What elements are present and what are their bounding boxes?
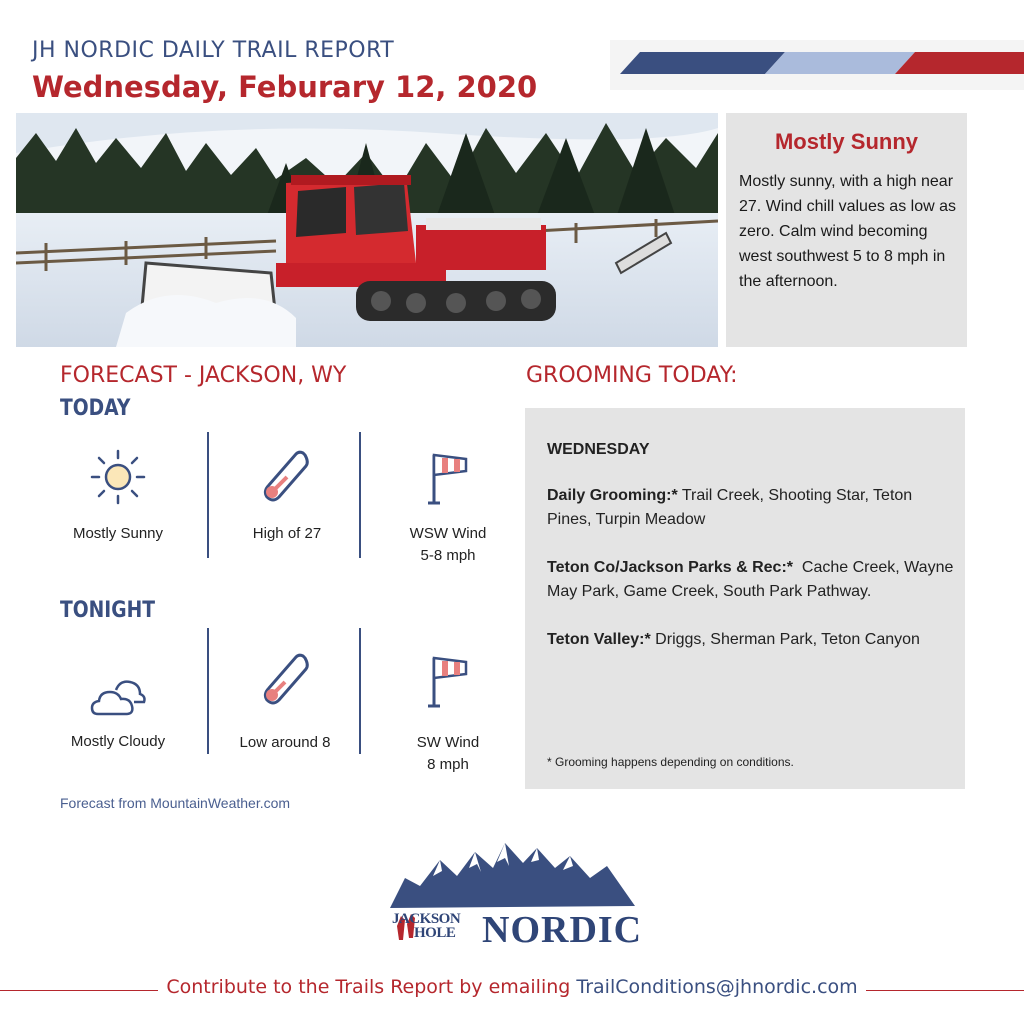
grooming-heading: GROOMING TODAY:	[526, 363, 738, 388]
tonight-wind-label	[383, 732, 513, 776]
report-date: Wednesday, Feburary 12, 2020	[32, 70, 538, 104]
grooming-item-label: Daily Grooming:*	[547, 487, 678, 504]
grooming-item-text: Trail Creek, Shooting Star, Teton Pines, Turpin Meadow	[547, 487, 913, 528]
windsock-icon	[420, 447, 480, 507]
footer-text-wrap	[158, 976, 865, 998]
footer-email-link[interactable]: TrailConditions@jhnordic.com	[576, 976, 858, 998]
cloud-icon	[88, 668, 148, 728]
divider	[207, 628, 209, 754]
footer	[0, 976, 1024, 998]
today-wind-label	[383, 523, 513, 567]
grooming-item	[547, 628, 957, 652]
grooming-item-text: Driggs, Sherman Park, Teton Canyon	[650, 631, 920, 648]
thermometer-icon	[255, 447, 315, 507]
tonight-temp-label: Low around 8	[239, 734, 331, 751]
thermometer-icon	[255, 650, 315, 710]
snowcat-photo	[16, 113, 718, 347]
today-temp-label: High of 27	[252, 525, 322, 542]
logo-jackson-hole	[392, 912, 460, 940]
divider	[359, 432, 361, 558]
grooming-item-label: Teton Valley:*	[547, 631, 651, 648]
divider	[359, 628, 361, 754]
logo-hole-text: HOLE	[414, 925, 456, 941]
tonight-wind-line2: 8 mph	[427, 756, 469, 773]
logo-jackson-text: JACKSON	[392, 911, 461, 927]
windsock-icon	[420, 650, 480, 710]
conditions-text: Mostly sunny, with a high near 27. Wind chill values as low as zero. Calm wind becoming west southwest 5 to 8 mph in the afternoon.	[739, 173, 956, 290]
conditions-panel	[726, 113, 967, 347]
divider	[207, 432, 209, 558]
sun-icon	[88, 447, 148, 507]
forecast-heading: FORECAST - JACKSON, WY	[60, 363, 347, 388]
tonight-heading: TONIGHT	[60, 598, 156, 623]
grooming-note: * Grooming happens depending on conditions.	[547, 755, 794, 769]
today-wind-line2: 5-8 mph	[420, 547, 476, 564]
header-stripe	[610, 40, 1024, 90]
grooming-item	[547, 484, 957, 532]
tonight-sky-label: Mostly Cloudy	[70, 733, 166, 750]
tonight-wind-line1: SW Wind	[416, 734, 480, 751]
grooming-item	[547, 556, 957, 604]
conditions-title: Mostly Sunny	[774, 129, 918, 154]
forecast-source: Forecast from MountainWeather.com	[60, 795, 291, 811]
today-heading: TODAY	[60, 396, 131, 421]
grooming-panel	[525, 408, 965, 789]
footer-text: Contribute to the Trails Report by emailing	[166, 976, 577, 998]
logo-nordic-text: NORDIC	[482, 909, 643, 951]
grooming-day: WEDNESDAY	[547, 441, 650, 458]
report-title: JH NORDIC DAILY TRAIL REPORT	[32, 38, 395, 63]
grooming-item-text: Cache Creek, Wayne May Park, Game Creek, South Park Pathway.	[547, 559, 958, 600]
today-wind-line1: WSW Wind	[409, 525, 487, 542]
grooming-item-label: Teton Co/Jackson Parks & Rec:*	[547, 559, 794, 576]
today-sky-label: Mostly Sunny	[72, 525, 164, 542]
